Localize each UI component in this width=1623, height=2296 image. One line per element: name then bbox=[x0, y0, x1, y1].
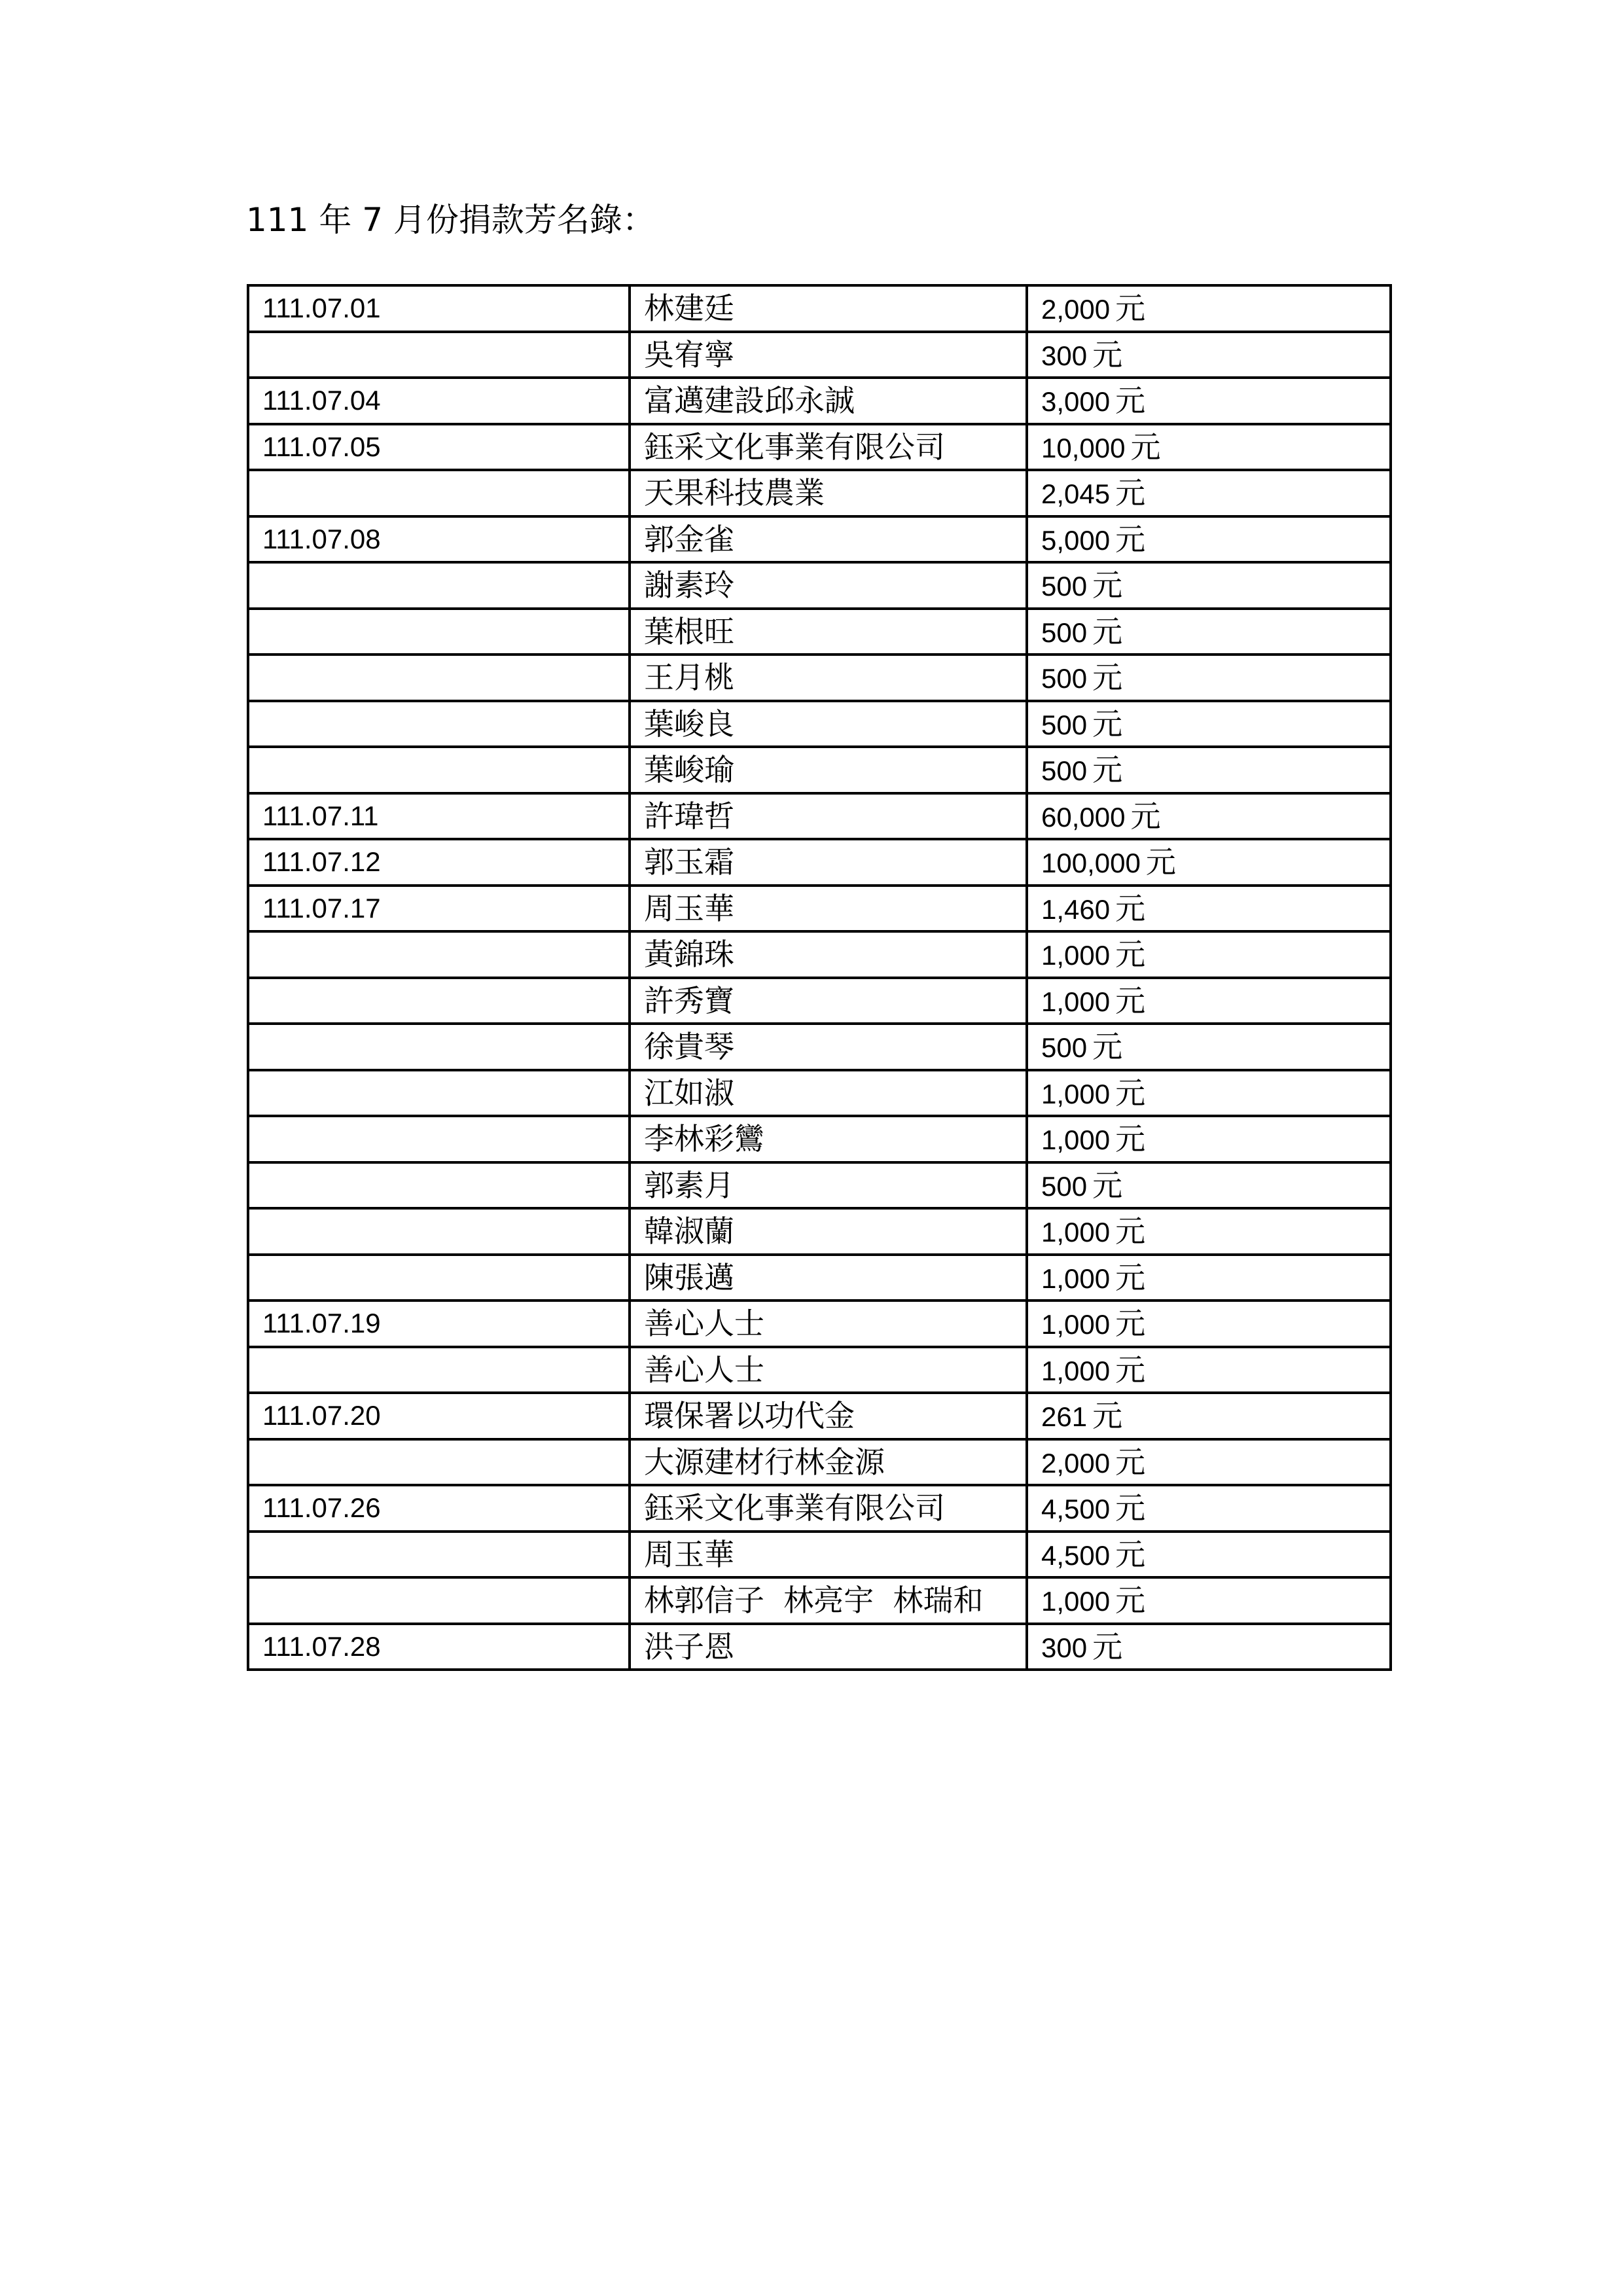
amount-cell bbox=[1027, 470, 1391, 516]
amount-value: 500 bbox=[1041, 755, 1088, 787]
amount-cell bbox=[1027, 701, 1391, 747]
amount-unit: 元 bbox=[1092, 613, 1123, 649]
donor-cell: 葉峻良 bbox=[630, 701, 1027, 747]
amount-cell bbox=[1027, 609, 1391, 655]
donor-cell: 韓淑蘭 bbox=[630, 1208, 1027, 1255]
amount-value: 2,000 bbox=[1041, 294, 1111, 325]
amount-value: 500 bbox=[1041, 617, 1088, 648]
donor-cell: 善心人士 bbox=[630, 1300, 1027, 1347]
table-row bbox=[248, 1624, 1391, 1670]
amount-cell bbox=[1027, 655, 1391, 701]
donor-cell: 王月桃 bbox=[630, 655, 1027, 701]
amount-value: 1,460 bbox=[1041, 893, 1111, 925]
table-row bbox=[248, 470, 1391, 516]
amount-cell bbox=[1027, 978, 1391, 1024]
donor-cell: 鈺采文化事業有限公司 bbox=[630, 1485, 1027, 1532]
amount-value: 3,000 bbox=[1041, 386, 1111, 418]
date-cell bbox=[248, 332, 630, 378]
amount-unit: 元 bbox=[1115, 1213, 1146, 1249]
amount-value: 300 bbox=[1041, 340, 1088, 371]
date-cell bbox=[248, 1024, 630, 1070]
amount-unit: 元 bbox=[1092, 660, 1123, 696]
date-cell bbox=[248, 701, 630, 747]
amount-cell bbox=[1027, 1300, 1391, 1347]
table-row bbox=[248, 1255, 1391, 1301]
table-row bbox=[248, 1439, 1391, 1486]
table-row bbox=[248, 701, 1391, 747]
amount-unit: 元 bbox=[1092, 1029, 1123, 1065]
amount-value: 4,500 bbox=[1041, 1539, 1111, 1571]
table-row bbox=[248, 378, 1391, 424]
date-cell: 111.07.01 bbox=[248, 285, 630, 332]
amount-value: 1,000 bbox=[1041, 940, 1111, 971]
date-cell: 111.07.19 bbox=[248, 1300, 630, 1347]
amount-cell bbox=[1027, 1532, 1391, 1578]
amount-value: 1,000 bbox=[1041, 1124, 1111, 1156]
amount-unit: 元 bbox=[1115, 1536, 1146, 1572]
table-row bbox=[248, 1393, 1391, 1439]
date-cell bbox=[248, 1439, 630, 1486]
amount-cell bbox=[1027, 1439, 1391, 1486]
amount-unit: 元 bbox=[1092, 752, 1123, 788]
amount-value: 2,045 bbox=[1041, 478, 1111, 510]
table-row bbox=[248, 1532, 1391, 1578]
donation-table-body bbox=[248, 285, 1391, 1670]
amount-unit: 元 bbox=[1115, 521, 1146, 557]
amount-unit: 元 bbox=[1092, 1167, 1123, 1203]
amount-value: 10,000 bbox=[1041, 432, 1126, 463]
amount-value: 1,000 bbox=[1041, 1263, 1111, 1294]
amount-unit: 元 bbox=[1130, 429, 1161, 465]
table-row bbox=[248, 424, 1391, 471]
amount-cell bbox=[1027, 747, 1391, 793]
donation-table bbox=[247, 284, 1392, 1671]
amount-value: 500 bbox=[1041, 1170, 1088, 1202]
table-row bbox=[248, 332, 1391, 378]
donor-cell: 許秀寶 bbox=[630, 978, 1027, 1024]
table-row bbox=[248, 978, 1391, 1024]
amount-cell bbox=[1027, 1255, 1391, 1301]
donor-cell: 謝素玲 bbox=[630, 562, 1027, 609]
date-cell: 111.07.08 bbox=[248, 516, 630, 563]
amount-unit: 元 bbox=[1130, 798, 1161, 834]
date-cell bbox=[248, 978, 630, 1024]
amount-value: 500 bbox=[1041, 709, 1088, 740]
table-row bbox=[248, 1116, 1391, 1162]
amount-cell bbox=[1027, 1116, 1391, 1162]
amount-cell bbox=[1027, 1024, 1391, 1070]
donor-cell: 林建廷 bbox=[630, 285, 1027, 332]
date-cell bbox=[248, 1162, 630, 1209]
amount-value: 1,000 bbox=[1041, 986, 1111, 1017]
date-cell: 111.07.20 bbox=[248, 1393, 630, 1439]
donor-cell: 李林彩鸞 bbox=[630, 1116, 1027, 1162]
table-row bbox=[248, 1208, 1391, 1255]
amount-cell bbox=[1027, 1208, 1391, 1255]
donor-cell: 陳張邁 bbox=[630, 1255, 1027, 1301]
date-cell: 111.07.28 bbox=[248, 1624, 630, 1670]
amount-unit: 元 bbox=[1092, 336, 1123, 372]
amount-unit: 元 bbox=[1115, 982, 1146, 1018]
table-row bbox=[248, 1162, 1391, 1209]
amount-unit: 元 bbox=[1115, 937, 1146, 973]
donor-cell: 善心人士 bbox=[630, 1347, 1027, 1393]
donor-cell: 黃錦珠 bbox=[630, 931, 1027, 978]
donor-cell: 周玉華 bbox=[630, 886, 1027, 932]
table-row bbox=[248, 1070, 1391, 1117]
page-title: 111 年 7 月份捐款芳名錄： bbox=[246, 201, 655, 239]
amount-cell bbox=[1027, 931, 1391, 978]
amount-value: 5,000 bbox=[1041, 524, 1111, 556]
date-cell bbox=[248, 747, 630, 793]
amount-value: 500 bbox=[1041, 1032, 1088, 1064]
table-row bbox=[248, 793, 1391, 840]
donor-cell: 郭金雀 bbox=[630, 516, 1027, 563]
amount-value: 500 bbox=[1041, 571, 1088, 602]
amount-cell bbox=[1027, 378, 1391, 424]
amount-value: 60,000 bbox=[1041, 801, 1126, 833]
amount-value: 100,000 bbox=[1041, 848, 1141, 879]
amount-value: 300 bbox=[1041, 1632, 1088, 1663]
amount-unit: 元 bbox=[1115, 1259, 1146, 1295]
date-cell bbox=[248, 1347, 630, 1393]
table-row bbox=[248, 886, 1391, 932]
donor-cell: 郭素月 bbox=[630, 1162, 1027, 1209]
donor-cell: 林郭信子 林亮宇 林瑞和 bbox=[630, 1577, 1027, 1624]
table-row bbox=[248, 1577, 1391, 1624]
amount-unit: 元 bbox=[1145, 844, 1176, 880]
date-cell bbox=[248, 1116, 630, 1162]
amount-value: 2,000 bbox=[1041, 1447, 1111, 1479]
amount-value: 261 bbox=[1041, 1401, 1088, 1433]
donor-cell: 富邁建設邱永誠 bbox=[630, 378, 1027, 424]
amount-unit: 元 bbox=[1115, 475, 1146, 511]
date-cell bbox=[248, 609, 630, 655]
amount-cell bbox=[1027, 424, 1391, 471]
amount-value: 1,000 bbox=[1041, 1217, 1111, 1248]
amount-cell bbox=[1027, 1485, 1391, 1532]
amount-cell bbox=[1027, 562, 1391, 609]
donor-cell: 大源建材行林金源 bbox=[630, 1439, 1027, 1486]
amount-unit: 元 bbox=[1115, 1121, 1146, 1157]
date-cell bbox=[248, 562, 630, 609]
date-cell bbox=[248, 470, 630, 516]
donor-cell: 環保署以功代金 bbox=[630, 1393, 1027, 1439]
donor-cell: 葉峻瑜 bbox=[630, 747, 1027, 793]
table-row bbox=[248, 562, 1391, 609]
amount-cell bbox=[1027, 1347, 1391, 1393]
amount-cell bbox=[1027, 1393, 1391, 1439]
date-cell bbox=[248, 1532, 630, 1578]
amount-value: 4,500 bbox=[1041, 1494, 1111, 1525]
amount-unit: 元 bbox=[1092, 567, 1123, 603]
table-row bbox=[248, 839, 1391, 886]
date-cell: 111.07.04 bbox=[248, 378, 630, 424]
table-row bbox=[248, 1347, 1391, 1393]
date-cell bbox=[248, 1577, 630, 1624]
amount-cell bbox=[1027, 886, 1391, 932]
date-cell bbox=[248, 655, 630, 701]
amount-unit: 元 bbox=[1115, 1352, 1146, 1388]
amount-unit: 元 bbox=[1115, 1490, 1146, 1526]
table-row bbox=[248, 516, 1391, 563]
amount-cell bbox=[1027, 516, 1391, 563]
donor-cell: 徐貴琴 bbox=[630, 1024, 1027, 1070]
table-row bbox=[248, 747, 1391, 793]
amount-unit: 元 bbox=[1092, 1398, 1123, 1434]
amount-value: 1,000 bbox=[1041, 1586, 1111, 1617]
amount-unit: 元 bbox=[1092, 1628, 1123, 1664]
amount-value: 1,000 bbox=[1041, 1355, 1111, 1386]
date-cell bbox=[248, 1208, 630, 1255]
amount-unit: 元 bbox=[1115, 1306, 1146, 1342]
table-row bbox=[248, 609, 1391, 655]
date-cell: 111.07.17 bbox=[248, 886, 630, 932]
amount-unit: 元 bbox=[1092, 706, 1123, 742]
table-row bbox=[248, 655, 1391, 701]
donor-cell: 許瑋哲 bbox=[630, 793, 1027, 840]
donor-cell: 周玉華 bbox=[630, 1532, 1027, 1578]
table-row bbox=[248, 931, 1391, 978]
amount-value: 500 bbox=[1041, 663, 1088, 694]
amount-cell bbox=[1027, 793, 1391, 840]
table-row bbox=[248, 1300, 1391, 1347]
donor-cell: 鈺采文化事業有限公司 bbox=[630, 424, 1027, 471]
date-cell: 111.07.05 bbox=[248, 424, 630, 471]
donor-cell: 洪子恩 bbox=[630, 1624, 1027, 1670]
donor-cell: 吳宥寧 bbox=[630, 332, 1027, 378]
amount-unit: 元 bbox=[1115, 890, 1146, 926]
date-cell: 111.07.26 bbox=[248, 1485, 630, 1532]
amount-cell bbox=[1027, 1624, 1391, 1670]
amount-cell bbox=[1027, 285, 1391, 332]
amount-cell bbox=[1027, 332, 1391, 378]
donor-cell: 郭玉霜 bbox=[630, 839, 1027, 886]
amount-unit: 元 bbox=[1115, 291, 1146, 327]
donor-cell: 葉根旺 bbox=[630, 609, 1027, 655]
date-cell bbox=[248, 931, 630, 978]
amount-cell bbox=[1027, 839, 1391, 886]
amount-cell bbox=[1027, 1162, 1391, 1209]
amount-unit: 元 bbox=[1115, 1444, 1146, 1480]
amount-cell bbox=[1027, 1070, 1391, 1117]
table-row bbox=[248, 285, 1391, 332]
amount-unit: 元 bbox=[1115, 1583, 1146, 1619]
date-cell bbox=[248, 1070, 630, 1117]
amount-value: 1,000 bbox=[1041, 1078, 1111, 1109]
amount-cell bbox=[1027, 1577, 1391, 1624]
table-row bbox=[248, 1485, 1391, 1532]
table-row bbox=[248, 1024, 1391, 1070]
amount-unit: 元 bbox=[1115, 383, 1146, 419]
date-cell: 111.07.11 bbox=[248, 793, 630, 840]
donor-cell: 天果科技農業 bbox=[630, 470, 1027, 516]
date-cell bbox=[248, 1255, 630, 1301]
amount-value: 1,000 bbox=[1041, 1309, 1111, 1340]
donor-cell: 江如淑 bbox=[630, 1070, 1027, 1117]
date-cell: 111.07.12 bbox=[248, 839, 630, 886]
amount-unit: 元 bbox=[1115, 1075, 1146, 1111]
